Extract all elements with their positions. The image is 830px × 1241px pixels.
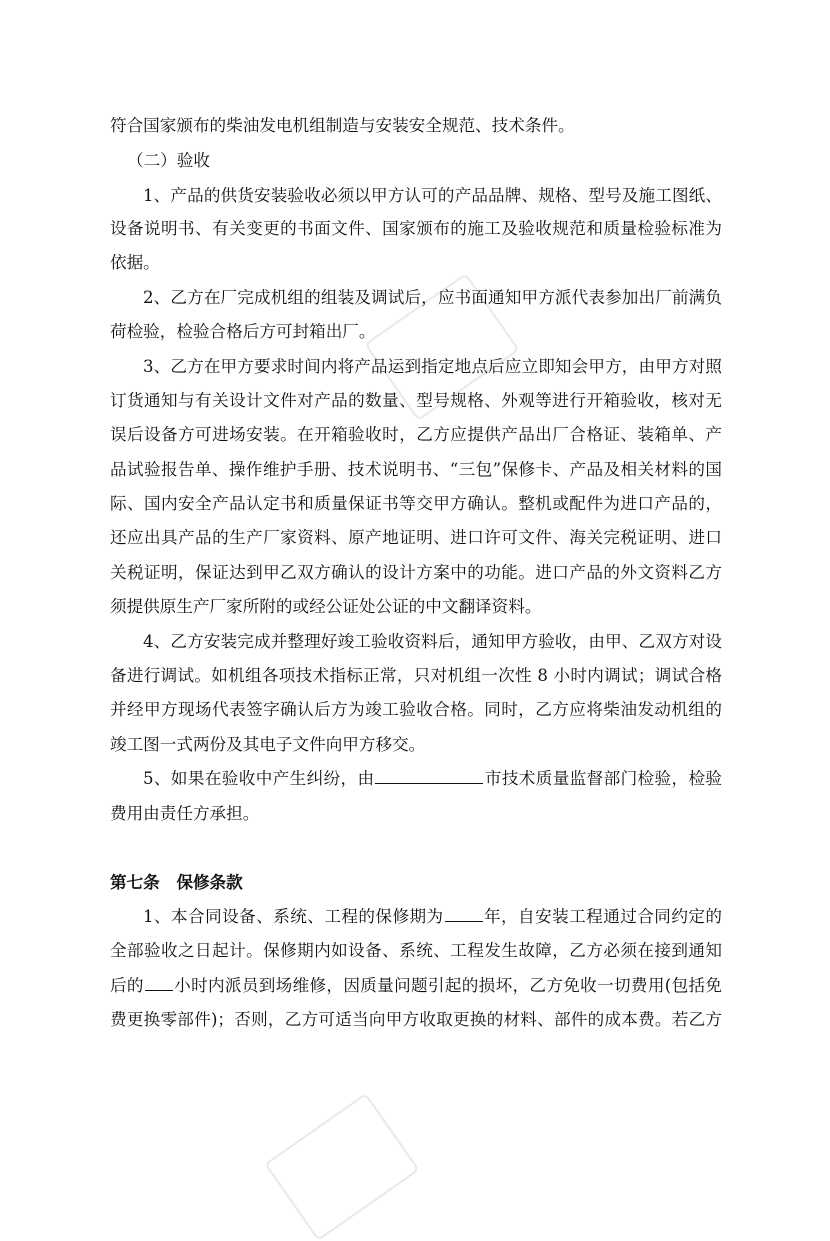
paragraph-line: 误后设备方可进场安装。在开箱验收时，乙方应提供产品出厂合格证、装箱单、产	[110, 425, 722, 444]
paragraph-line: 订货通知与有关设计文件对产品的数量、型号规格、外观等进行开箱验收，核对无	[110, 391, 722, 410]
paragraph-line: 依据。	[110, 253, 160, 272]
paragraph-line: 全部验收之日起计。保修期内如设备、系统、工程发生故障，乙方必须在接到通知	[110, 941, 722, 960]
text-run: 1、本合同设备、系统、工程的保修期为	[143, 907, 444, 926]
text-run: 市技术质量监督部门检验，检验	[484, 769, 722, 788]
text-run: 后的	[110, 976, 144, 995]
fill-in-blank-warranty-years[interactable]	[445, 920, 483, 922]
paragraph-line: 须提供原生产厂家所附的或经公证处公证的中文翻译资料。	[110, 597, 542, 616]
paragraph-line: 关税证明，保证达到甲乙双方确认的设计方案中的功能。进口产品的外文资料乙方	[110, 563, 722, 582]
paragraph-line: 费用由责任方承担。	[110, 804, 260, 823]
section-heading-acceptance: （二）验收	[127, 151, 210, 170]
paragraph-line: 1、产品的供货安装验收必须以甲方认可的产品品牌、规格、型号及施工图纸、	[143, 186, 722, 205]
article-7-title: 第七条 保修条款	[110, 872, 243, 892]
text-run: 5、如果在验收中产生纠纷，由	[143, 769, 375, 788]
paragraph-line: 并经甲方现场代表签字确认后方为竣工验收合格。同时，乙方应将柴油发动机组的	[110, 700, 722, 719]
paragraph-line: 符合国家颁布的柴油发电机组制造与安装安全规范、技术条件。	[110, 116, 575, 135]
paragraph-line: 荷检验，检验合格后方可封箱出厂。	[110, 322, 376, 341]
paragraph-line: 品试验报告单、操作维护手册、技术说明书、“三包”保修卡、产品及相关材料的国	[110, 460, 722, 479]
fill-in-blank-inspection-city[interactable]	[375, 782, 483, 784]
text-run: 小时内派员到场维修，因质量问题引起的损坏，乙方免收一切费用(包括免	[173, 976, 722, 995]
fill-in-blank-response-hours[interactable]	[145, 989, 173, 991]
paragraph-line	[143, 906, 722, 928]
text-run: 年，自安装工程通过合同约定的	[483, 907, 722, 926]
paragraph-line: 费更换零部件)；否则，乙方可适当向甲方收取更换的材料、部件的成本费。若乙方	[110, 1010, 722, 1029]
paragraph-line: 备进行调试。如机组各项技术指标正常，只对机组一次性 8 小时内调试；调试合格	[110, 666, 722, 685]
paragraph-line: 竣工图一式两份及其电子文件向甲方移交。	[110, 735, 426, 754]
paragraph-line: 际、国内安全产品认定书和质量保证书等交甲方确认。整机或配件为进口产品的，	[110, 494, 722, 513]
paragraph-line: 还应出具产品的生产厂家资料、原产地证明、进口许可文件、海关完税证明、进口	[110, 528, 722, 547]
paragraph-line	[110, 975, 722, 997]
paragraph-line: 4、乙方安装完成并整理好竣工验收资料后，通知甲方验收，由甲、乙双方对设	[143, 632, 722, 651]
paragraph-line: 3、乙方在甲方要求时间内将产品运到指定地点后应立即知会甲方，由甲方对照	[143, 357, 722, 376]
paragraph-line	[143, 768, 722, 790]
watermark-stamp	[264, 1093, 419, 1241]
paragraph-line: 设备说明书、有关变更的书面文件、国家颁布的施工及验收规范和质量检验标准为	[110, 219, 722, 238]
paragraph-line: 2、乙方在厂完成机组的组装及调试后，应书面通知甲方派代表参加出厂前满负	[143, 288, 722, 307]
